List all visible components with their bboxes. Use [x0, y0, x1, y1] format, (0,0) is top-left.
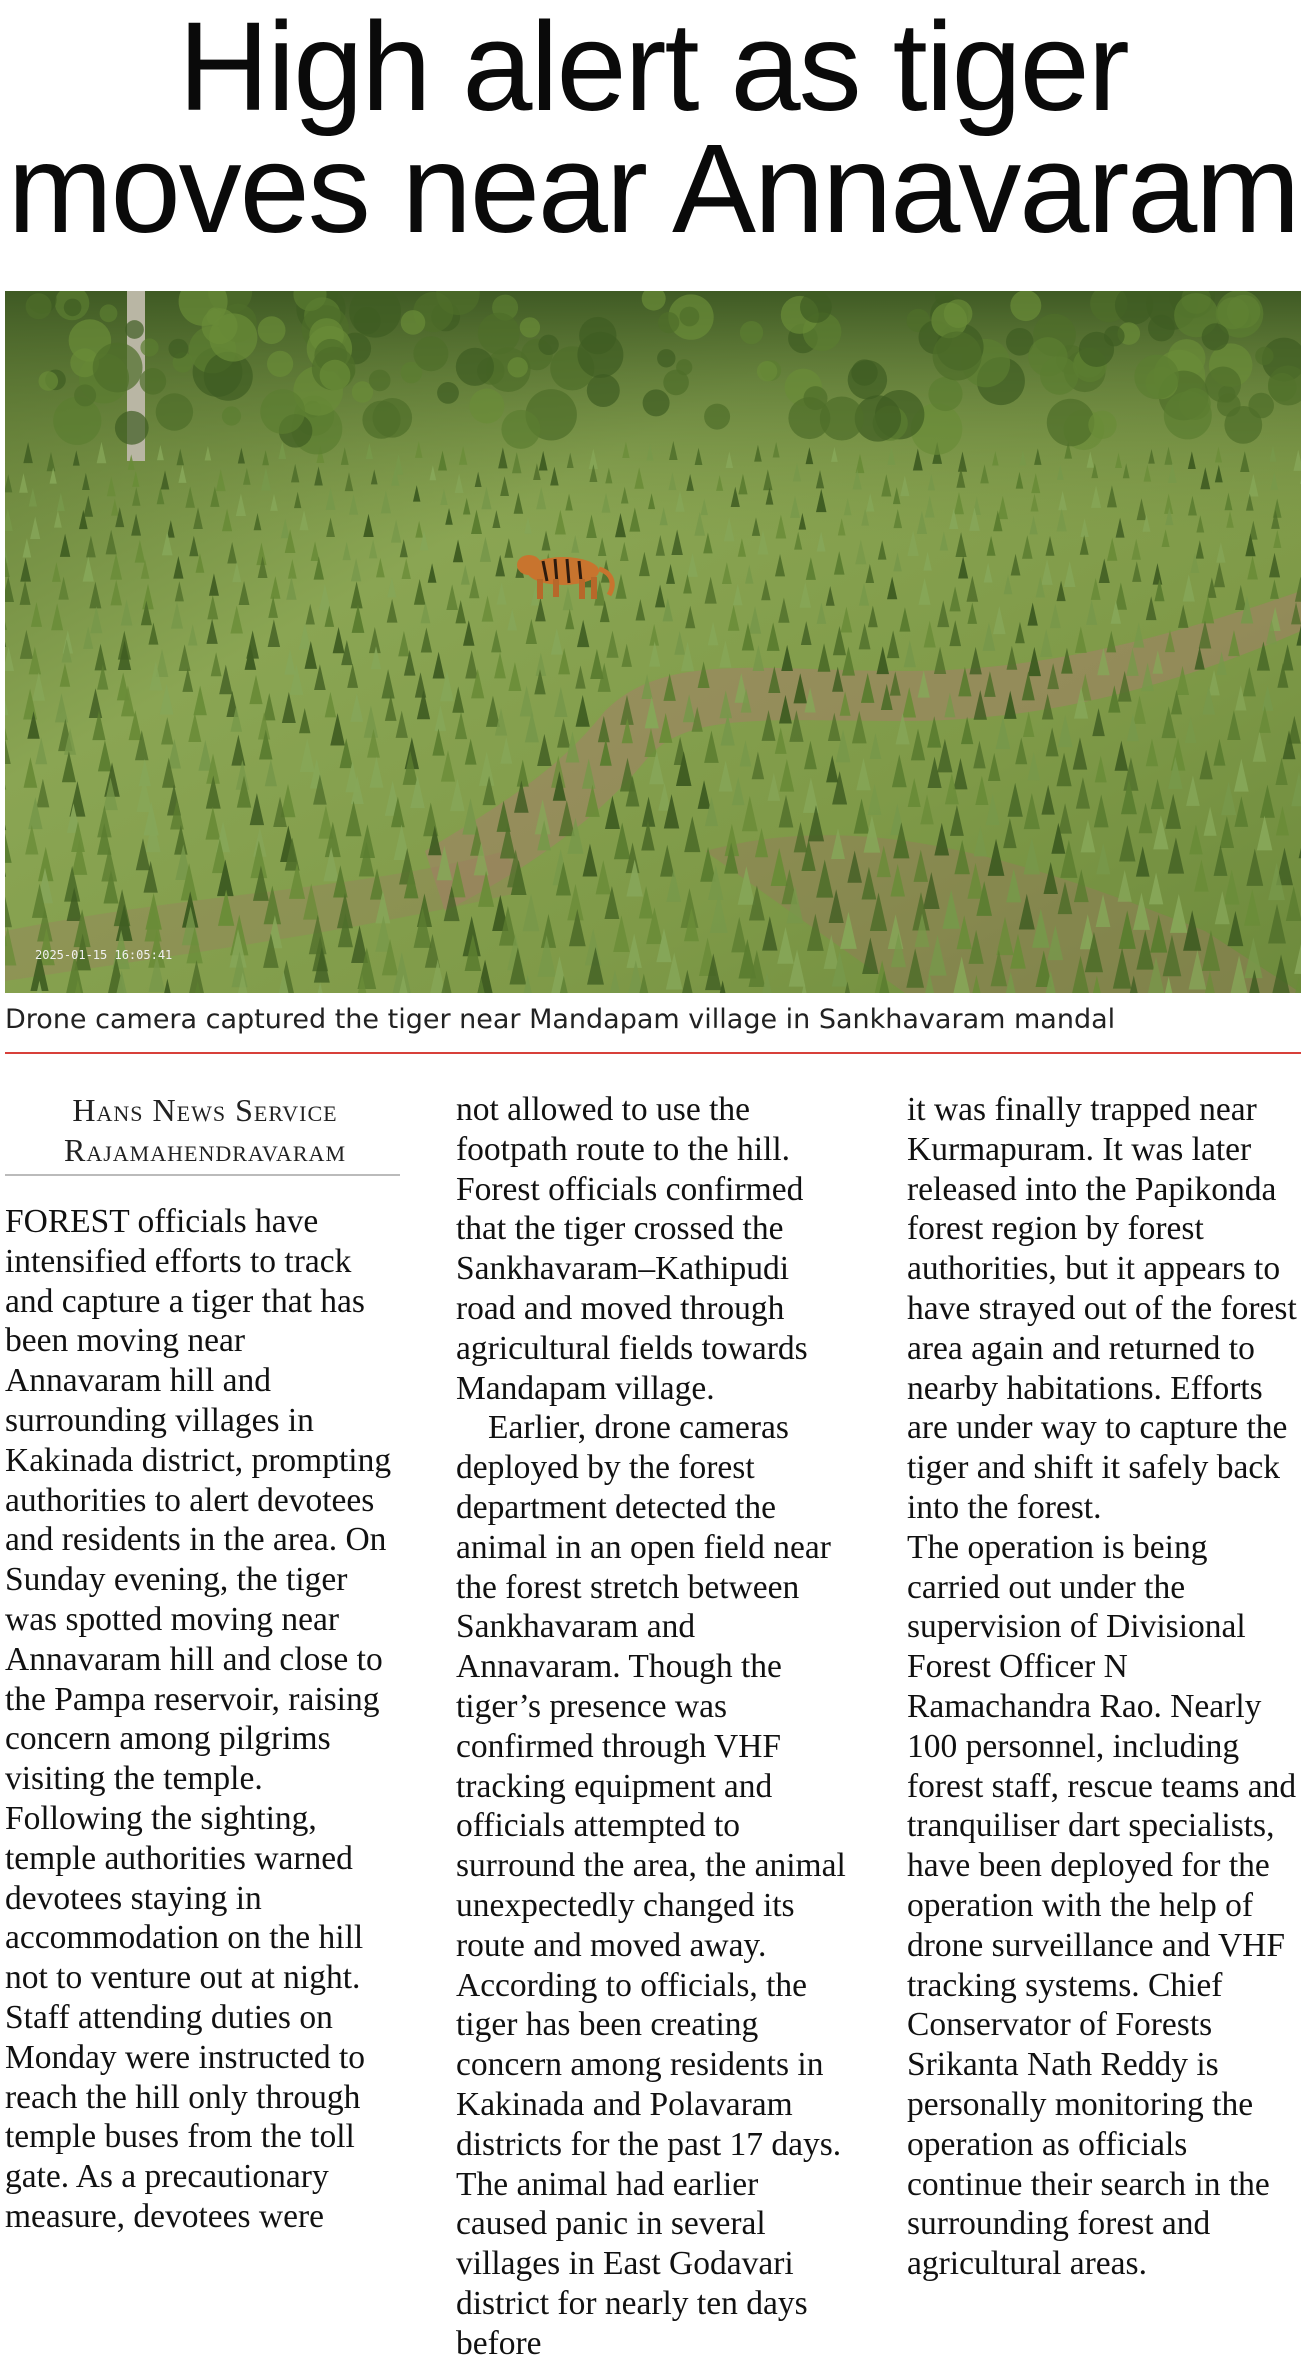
photo-caption: Drone camera captured the tiger near Mandapam village in Sankhavaram mandal: [5, 1004, 1116, 1035]
byline: [5, 1090, 405, 1170]
headline-line-2: moves near Annavaram: [7, 118, 1299, 259]
article-paragraph: Earlier, drone cameras deployed by the forest department detected the animal in an open field near the forest stretch between Sankhavaram and Annavaram. Though the tiger’s presence was confirmed through VHF tracking equipment and officials attempted to surround the area, the animal unexpectedly changed its route and moved away. According to officials, the tiger has been creating concern among residents in Kakinada and Polavaram districts for the past 17 days. The animal had earlier caused panic in several villages in East Godavari district for nearly ten days before: [456, 1409, 846, 2362]
byline-location: Rajamahendravaram: [63, 1132, 347, 1168]
byline-agency: Hans News Service: [72, 1092, 338, 1128]
tiger-drone-photo: [5, 291, 1301, 993]
article-paragraph: The operation is being carried out under the supervision of Divisional Forest Officer N Ramachandra Rao. Nearly 100 personnel, including forest staff, rescue teams and tranquiliser dart specialists, have been deployed for the operation with the help of drone surveillance and VHF tracking systems. Chief Conservator of Forests Srikanta Nath Reddy is personally monitoring the operation as officials continue their search in the surrounding forest and agricultural areas.: [907, 1528, 1297, 2283]
article-paragraph: not allowed to use the footpath route to the hill. Forest officials confirmed that the tiger crossed the Sankhavaram–Kathipudi road and moved through agricultural fields towards Mandapam village.: [456, 1091, 808, 1407]
article-column-2: [456, 1090, 856, 2364]
headline: [0, 0, 1306, 286]
section-divider: [5, 1052, 1301, 1054]
byline-divider: [5, 1174, 400, 1176]
article-paragraph: it was finally trapped near Kurmapuram. It was later released into the Papikonda forest region by forest authorities, but it appears to have strayed out of the forest area again and returned to nearby habitations. Efforts are under way to capture the tiger and shift it safely back into the forest.: [907, 1091, 1297, 1526]
headline-line-1: High alert as tiger: [178, 0, 1128, 137]
photo-timestamp: 2025-01-15 16:05:41: [35, 948, 173, 962]
article-column-3: [907, 1090, 1306, 2284]
article-column-1: [5, 1090, 405, 2237]
article-paragraph: FOREST officials have intensified efforts to track and capture a tiger that has been moving near Annavaram hill and surrounding villages in Kakinada district, prompting authorities to alert devotees and residents in the area. On Sunday evening, the tiger was spotted moving near Annavaram hill and close to the Pampa reservoir, raising concern among pilgrims visiting the temple. Following the sighting, temple authorities warned devotees staying in accommodation on the hill not to venture out at night. Staff attending duties on Monday were instructed to reach the hill only through temple buses from the toll gate. As a precautionary measure, devotees were: [5, 1203, 392, 2235]
